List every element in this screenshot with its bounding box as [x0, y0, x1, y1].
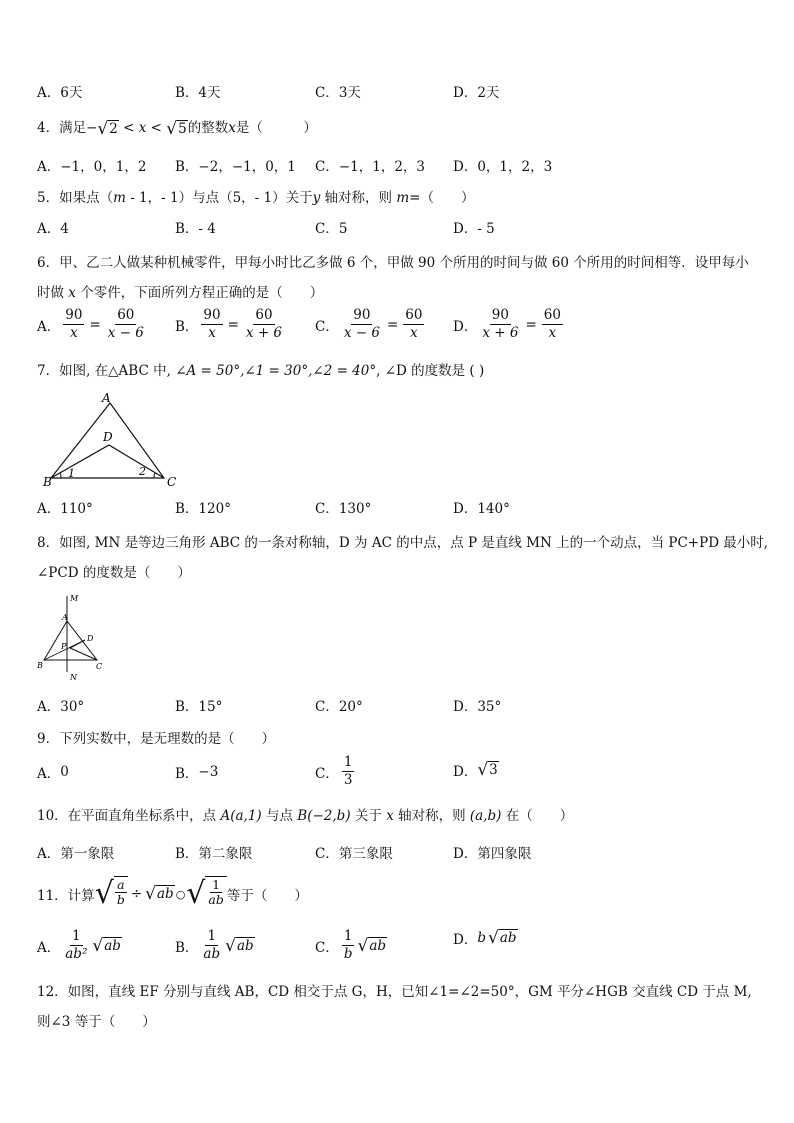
q4-option-b: B．−2，−1，0，1: [175, 159, 296, 175]
q9-stem: 9．下列实数中，是无理数的是（ ）: [37, 731, 276, 747]
q5-option-a: A．4: [37, 221, 69, 237]
q8-label-c: C: [96, 662, 103, 671]
q11-options: [37, 928, 757, 966]
q4-lt2: <: [150, 120, 162, 136]
q3-option-b: B．4天: [175, 85, 221, 101]
q8-label-a: A: [62, 613, 68, 622]
q7-options: [37, 497, 757, 521]
q6-option-c: C． $\frac{90}{x - 6}$ = $\frac{60}{x}$: [315, 307, 423, 341]
q9-option-a: A． 0: [37, 764, 69, 782]
q7-option-b: B．120°: [175, 501, 231, 517]
q4-option-c: C．−1，1，2，3: [315, 159, 425, 175]
q7-angle-arc-2: [154, 473, 155, 478]
q11-option-c: C． $\frac{1}{b}$ √ ab: [315, 928, 387, 962]
q3-option-d: D．2天: [453, 85, 500, 101]
q7-option-a: A．110°: [37, 501, 93, 517]
q4-label: 4．满足: [37, 120, 87, 136]
q4-option-d: D．0，1，2，3: [453, 159, 553, 175]
q5-option-d: D．- 5: [453, 221, 495, 237]
q7-label-d: D: [103, 430, 113, 444]
q4-sqrt-2: √ 2: [97, 118, 118, 139]
q7-angle-arc-1: [60, 473, 61, 478]
q8-label-m: M: [70, 594, 79, 603]
q9-option-d: D． √ 3: [453, 760, 498, 780]
q5-option-c: C．5: [315, 221, 348, 237]
q4-neg-sign: −: [86, 120, 98, 136]
q12-stem-line2: 则∠3 等于（ ）: [37, 1014, 156, 1030]
q8-option-b: B．15°: [175, 699, 223, 715]
q7-triangle-figure: [40, 390, 190, 490]
q3-option-a: A．6天: [37, 85, 83, 101]
q7-label-b: B: [43, 475, 52, 489]
q4-stem: 4．满足− √ 2 < x < √ 5 的整数x是（ ）: [37, 118, 317, 139]
q4-tail1: 的整数: [187, 120, 229, 136]
q10-option-a: A．第一象限: [37, 846, 115, 862]
q8-option-d: D．35°: [453, 699, 502, 715]
q8-option-a: A．30°: [37, 699, 85, 715]
q9-options: [37, 754, 757, 790]
q6-options: [37, 307, 757, 343]
q4-options: [37, 155, 757, 179]
q7-option-c: C．130°: [315, 501, 372, 517]
q11-stem: 11．计算 √ $\frac{a}{b}$ ÷ √ ab ○ √ $\frac{1}{ab}$ 等于（ ）: [37, 876, 308, 911]
q8-label-b: B: [37, 661, 43, 670]
q8-label-d: D: [87, 634, 94, 643]
q3-options: [37, 81, 757, 105]
q4-option-a: A．−1，0，1，2: [37, 159, 147, 175]
q4-lt1: <: [123, 120, 135, 136]
q7-label-angle1: 1: [68, 467, 75, 480]
q4-sqrt-5: √ 5: [166, 118, 187, 139]
q10-options: [37, 842, 757, 866]
q5-stem: 5．如果点（m - 1，- 1）与点（5，- 1）关于y 轴对称，则 m=（ ）: [37, 190, 475, 206]
q6-option-b: B． $\frac{90}{x}$ = $\frac{60}{x + 6}$: [175, 307, 283, 341]
q8-stem-line1: 8．如图, MN 是等边三角形 ABC 的一条对称轴，D 为 AC 的中点，点 P 是直线 MN 上的一个动点，当 PC+PD 最小时,: [37, 535, 769, 551]
q8-stem-line2: ∠PCD 的度数是（ ）: [37, 565, 191, 581]
q9-option-b: B． −3: [175, 764, 219, 782]
q11-sqrt-1-over-ab: √ $\frac{1}{ab}$: [186, 876, 227, 912]
q10-option-d: D．第四象限: [453, 846, 532, 862]
q10-option-b: B．第二象限: [175, 846, 253, 862]
q8-label-n: N: [70, 673, 77, 682]
q11-option-a: A． $\frac{1}{\text{ab²}}$ √ ab: [37, 928, 121, 962]
q11-option-d: D． b √ ab: [453, 928, 517, 948]
q7-label-a: A: [102, 391, 111, 405]
q6-option-d: D． $\frac{90}{x + 6}$ = $\frac{60}{x}$: [453, 307, 561, 341]
q4-x: x: [138, 120, 147, 136]
q7-label-c: C: [167, 475, 177, 489]
q6-option-a: A． $\frac{90}{x}$ = $\frac{60}{x - 6}$: [37, 307, 144, 341]
q11-sqrt-a-over-b: √ $\frac{a}{b}$: [95, 876, 128, 912]
q8-option-c: C．20°: [315, 699, 363, 715]
q7-label-angle2: 2: [139, 465, 146, 478]
q6-stem-line1: 6．甲、乙二人做某种机械零件，甲每小时比乙多做 6 个，甲做 90 个所用的时间与做 60 个所用的时间相等．设甲每小: [37, 255, 749, 271]
q10-option-c: C．第三象限: [315, 846, 393, 862]
q10-stem: 10．在平面直角坐标系中，点 A(a,1) 与点 B(−2,b) 关于 x 轴对称，则 (a,b) 在（ ）: [37, 808, 574, 824]
q8-triangle-figure: [34, 590, 114, 682]
q7-stem: 7．如图, 在△ABC 中, ∠A = 50°,∠1 = 30°,∠2 = 40°, ∠D 的度数是 ( ): [37, 363, 485, 379]
q11-option-b: B． $\frac{1}{ab}$ √ ab: [175, 928, 254, 962]
q8-options: [37, 695, 757, 719]
q7-option-d: D．140°: [453, 501, 510, 517]
q12-stem-line1: 12．如图，直线 EF 分别与直线 AB，CD 相交于点 G，H，已知∠1=∠2=50°，GM 平分∠HGB 交直线 CD 于点 M,: [37, 984, 752, 1000]
q9-option-c: C． $\frac{1}{3}$: [315, 754, 353, 788]
q5-option-b: B．- 4: [175, 221, 216, 237]
q6-stem-line2: 时做 x 个零件，下面所列方程正确的是（ ）: [37, 285, 324, 301]
q3-option-c: C．3天: [315, 85, 361, 101]
q8-label-p: P: [61, 642, 67, 651]
q4-tail2: 是（ ）: [235, 120, 317, 136]
q5-options: [37, 217, 757, 241]
